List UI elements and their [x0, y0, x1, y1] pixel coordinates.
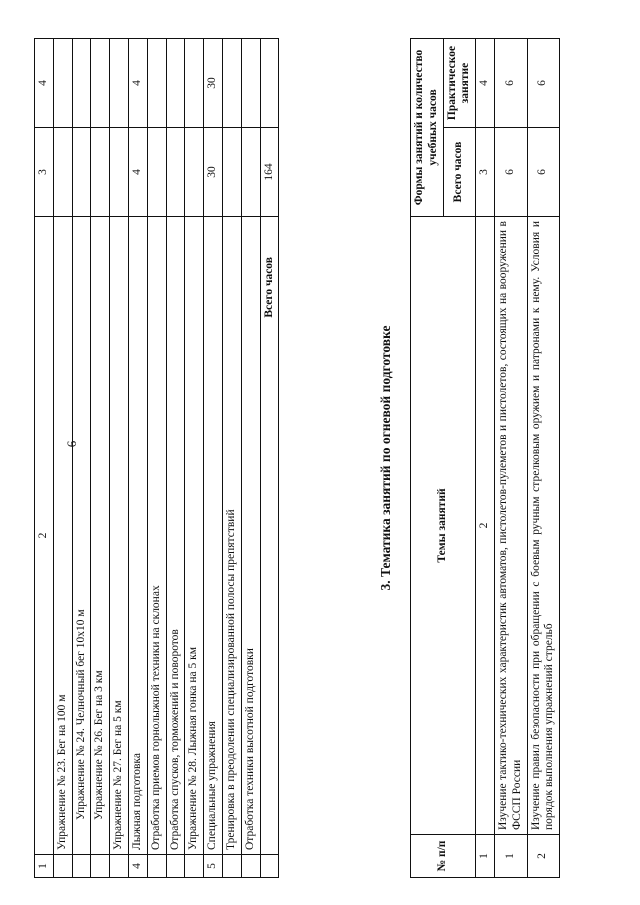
empty-cell	[260, 855, 279, 878]
row-number: 1	[494, 835, 527, 878]
row-text: Тренировка в преодолении специализированной полосы препятствий	[222, 217, 241, 855]
row-text: Упражнение № 23. Бег на 100 м	[53, 217, 72, 855]
table-row	[110, 39, 129, 878]
col-header-4: 4	[35, 39, 54, 128]
row-total-hours: 6	[527, 128, 560, 217]
table-row	[527, 39, 560, 878]
row-total-hours: 6	[494, 128, 527, 217]
empty-cell	[260, 39, 279, 128]
row-col4	[110, 39, 129, 128]
row-col4: 30	[204, 39, 223, 128]
table-row	[166, 39, 185, 878]
row-col4	[53, 39, 72, 128]
table-header-row	[35, 39, 54, 878]
col-number-2: 2	[476, 217, 495, 835]
row-col4	[72, 39, 91, 128]
row-col4	[91, 39, 110, 128]
col-header-3: 3	[35, 128, 54, 217]
fire-training-table	[410, 38, 560, 878]
row-text: Отработка спусков, торможений и поворотов	[166, 217, 185, 855]
row-text: Упражнение № 26. Бег на 3 км	[91, 217, 110, 855]
row-text: Отработка техники высотной подготовки	[241, 217, 260, 855]
row-number	[222, 855, 241, 878]
row-practical-hours: 6	[527, 39, 560, 128]
col-header-2: 2	[35, 217, 54, 855]
row-text: Изучение правил безопасности при обращении с боевым ручным стрелковым оружием и патронами к нему. Условия и порядок выполнения упражнений стрельб	[527, 217, 560, 835]
col-number-1: 1	[476, 835, 495, 878]
row-number	[110, 855, 129, 878]
table-row	[53, 39, 72, 878]
row-text: Упражнение № 27. Бег на 5 км	[110, 217, 129, 855]
table-row	[494, 39, 527, 878]
row-practical-hours: 6	[494, 39, 527, 128]
total-value: 164	[260, 128, 279, 217]
header-total-hours: Всего часов	[443, 128, 476, 217]
header-number: № п/п	[411, 835, 476, 878]
row-number	[241, 855, 260, 878]
row-col4: 4	[128, 39, 147, 128]
row-text: Специальные упражнения	[204, 217, 223, 855]
table-row	[128, 39, 147, 878]
physical-training-table	[34, 38, 279, 878]
total-row	[260, 39, 279, 878]
row-text: Упражнение № 24. Челночный бег 10х10 м	[72, 217, 91, 855]
column-number-row	[476, 39, 495, 878]
row-number	[185, 855, 204, 878]
header-row	[411, 39, 444, 878]
table-row	[204, 39, 223, 878]
row-col3	[166, 128, 185, 217]
row-number	[147, 855, 166, 878]
row-col3	[222, 128, 241, 217]
section-heading: 3. Тематика занятий по огневой подготовке	[378, 325, 393, 591]
row-col3: 4	[128, 128, 147, 217]
row-number: 5	[204, 855, 223, 878]
header-forms: Формы занятий и количество учебных часов	[411, 39, 444, 217]
rotated-page-content	[30, 38, 610, 878]
row-col3: 30	[204, 128, 223, 217]
row-col4	[185, 39, 204, 128]
row-text: Лыжная подготовка	[128, 217, 147, 855]
row-number: 2	[527, 835, 560, 878]
row-col3	[72, 128, 91, 217]
row-col3	[241, 128, 260, 217]
row-number	[91, 855, 110, 878]
row-col3	[110, 128, 129, 217]
table-row	[222, 39, 241, 878]
row-number: 4	[128, 855, 147, 878]
row-col4	[166, 39, 185, 128]
header-topics: Темы занятий	[411, 217, 476, 835]
col-number-3: 3	[476, 128, 495, 217]
row-col3	[147, 128, 166, 217]
table-row	[147, 39, 166, 878]
col-header-1: 1	[35, 855, 54, 878]
row-col4	[241, 39, 260, 128]
row-text: Отработка приемов горнолыжной техники на склонах	[147, 217, 166, 855]
row-text: Изучение тактико-технических характеристик автоматов, пистолетов-пулеметов и пистолетов, состоящих на вооружении в ФССП России	[494, 217, 527, 835]
total-label: Всего часов	[260, 217, 279, 855]
row-col3	[53, 128, 72, 217]
row-number	[166, 855, 185, 878]
page-number: 6	[64, 440, 79, 448]
table-row	[241, 39, 260, 878]
table-row	[72, 39, 91, 878]
table-row	[185, 39, 204, 878]
row-col3	[185, 128, 204, 217]
col-number-4: 4	[476, 39, 495, 128]
row-number	[72, 855, 91, 878]
row-col4	[222, 39, 241, 128]
row-col3	[91, 128, 110, 217]
table-row	[91, 39, 110, 878]
header-practical: Практическое занятие	[443, 39, 476, 128]
row-number	[53, 855, 72, 878]
row-text: Упражнение № 28. Лыжная гонка на 5 км	[185, 217, 204, 855]
row-col4	[147, 39, 166, 128]
